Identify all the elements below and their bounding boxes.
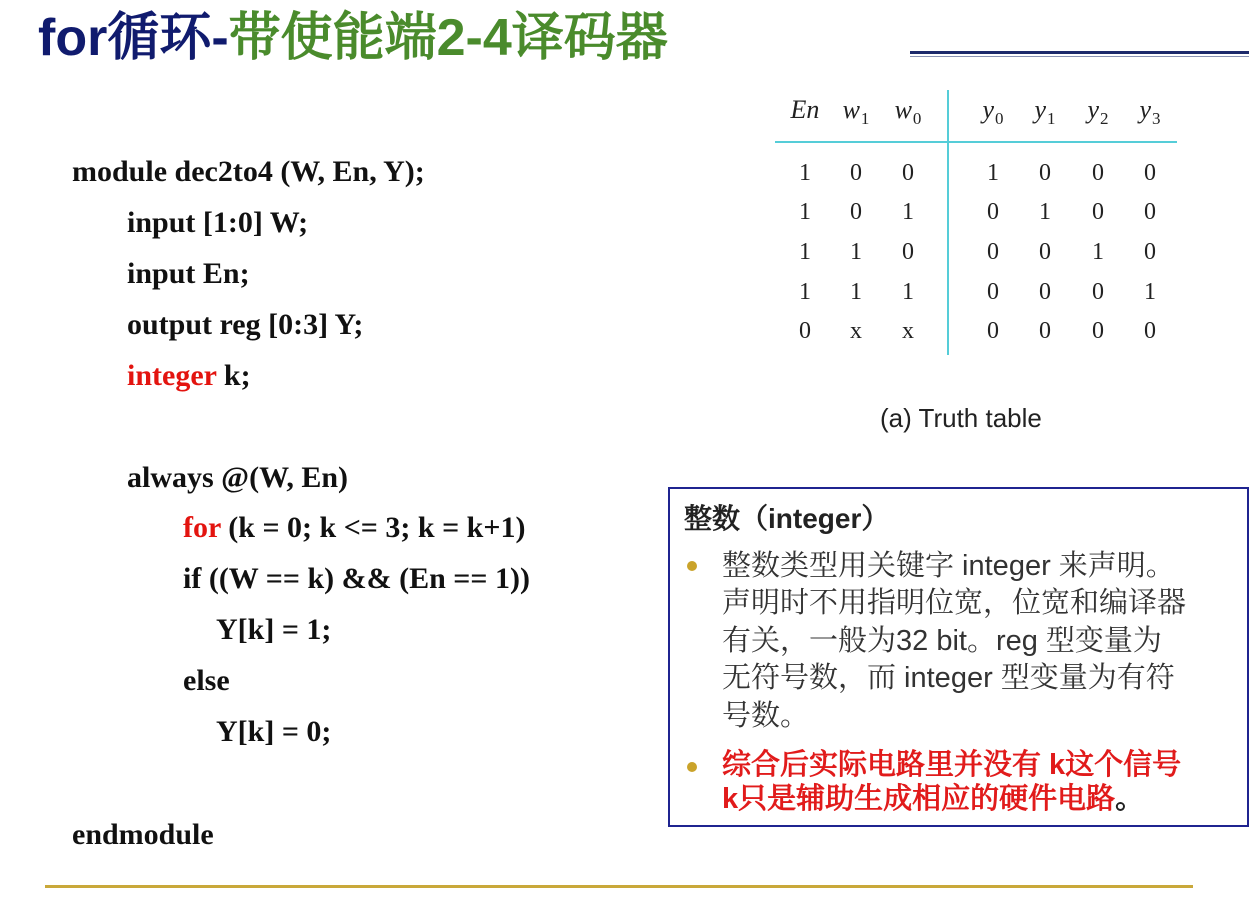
table-cell: 0 [850,160,862,186]
code-line-integer-rest: k; [216,359,251,392]
note-bullet2-text: k只是辅助生成相应的硬件电路 [722,783,1116,815]
table-caption: (a) Truth table [880,403,1042,433]
header-w1: $w_1$ [842,95,870,128]
bullet-dot-icon [687,561,697,571]
title-rule [910,51,1249,54]
table-cell: 0 [1039,239,1051,265]
title-rule-thin [910,56,1249,57]
table-cell: 0 [987,318,999,344]
table-cell: 0 [1092,199,1104,225]
table-cell: 1 [799,160,811,186]
table-cell: 0 [1039,279,1051,305]
code-line-integer-k [127,358,251,394]
table-cell: 1 [902,279,914,305]
table-cell: 0 [902,239,914,265]
header-en: En [790,95,820,124]
table-cell: 0 [850,199,862,225]
table-cell: 1 [850,279,862,305]
title-prefix: for循环- [38,9,229,67]
table-cell: 0 [1092,279,1104,305]
code-line-module: module dec2to4 (W, En, Y); [72,155,425,188]
code-line-for [183,510,525,546]
note-bullet2-line [722,781,1144,818]
table-cell: 1 [1144,279,1156,305]
table-divider-rule [947,90,949,355]
header-y2: $y_2$ [1087,95,1109,128]
integer-note-box [668,487,1249,827]
table-cell: x [850,318,862,344]
table-cell: 0 [1092,160,1104,186]
table-cell: 0 [1144,239,1156,265]
note-bullet1-line: 无符号数，而 integer 型变量为有符 [722,662,1175,694]
table-cell: 1 [799,239,811,265]
table-cell: 1 [799,279,811,305]
keyword-integer: integer [127,359,217,392]
header-w0: $w_0$ [894,95,922,128]
note-bullet2-line: 综合后实际电路里并没有 k这个信号 [722,749,1182,781]
code-line-assign-one: Y[k] = 1; [216,613,332,646]
code-line-input-w: input [1:0] W; [127,206,309,239]
note-bullet1-line: 号数。 [722,700,810,732]
table-cell: x [902,318,914,344]
table-cell: 0 [1144,199,1156,225]
note-bullet2-period: 。 [1115,783,1145,815]
table-cell: 0 [1144,318,1156,344]
note-heading: 整数（integer） [684,503,890,534]
table-cell: 0 [1039,160,1051,186]
table-cell: 1 [1092,239,1104,265]
table-cell: 0 [1039,318,1051,344]
table-cell: 1 [902,199,914,225]
code-line-for-rest: (k = 0; k <= 3; k = k+1) [220,511,526,544]
code-line-if: if ((W == k) && (En == 1)) [183,562,530,595]
note-bullet1-line: 有关，一般为32 bit。reg 型变量为 [722,625,1162,657]
table-cell: 0 [902,160,914,186]
header-y0: $y_0$ [982,95,1004,128]
table-cell: 1 [1039,199,1051,225]
title-main: 带使能端2-4译码器 [228,9,668,67]
header-y1: $y_1$ [1034,95,1056,128]
table-cell: 1 [987,160,999,186]
header-y3: $y_3$ [1139,95,1161,128]
table-cell: 1 [850,239,862,265]
table-cell: 1 [799,199,811,225]
table-cell: 0 [1144,160,1156,186]
table-cell: 0 [1092,318,1104,344]
code-line-assign-zero: Y[k] = 0; [216,715,332,748]
table-cell: 0 [799,318,811,344]
note-bullet1-line: 整数类型用关键字 integer 来声明。 [722,550,1175,582]
footer-rule [45,885,1193,888]
bullet-dot-icon [687,762,697,772]
slide-title [38,6,668,70]
keyword-for: for [183,511,221,544]
truth-table [775,88,1179,358]
code-line-endmodule: endmodule [72,818,214,851]
code-line-always: always @(W, En) [127,461,349,494]
table-header-rule [775,141,1177,143]
table-cell: 0 [987,239,999,265]
table-cell: 0 [987,199,999,225]
table-cell: 0 [987,279,999,305]
code-line-output-y: output reg [0:3] Y; [127,308,364,341]
note-bullet1-line: 声明时不用指明位宽，位宽和编译器 [722,587,1187,619]
code-line-else: else [183,664,230,697]
code-line-input-en: input En; [127,257,250,290]
